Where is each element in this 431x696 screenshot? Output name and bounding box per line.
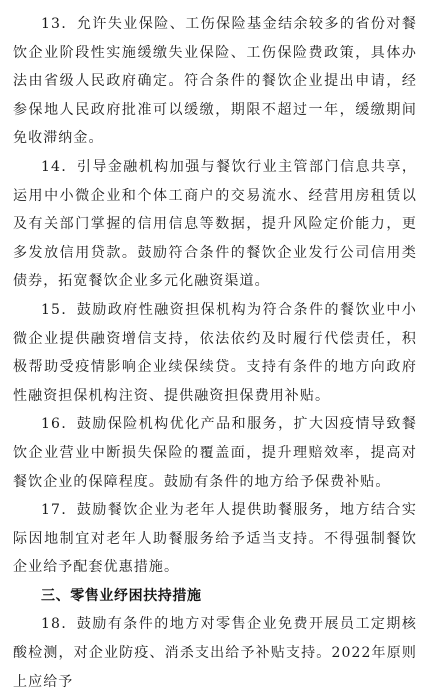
section-heading: 三、零售业纾困扶持措施 [41, 587, 202, 604]
paragraph-18: 18．鼓励有条件的地方对零售企业免费开展员工定期核酸检测，对企业防疫、消杀支出给予补贴支持。2022年原则上应给予 [13, 616, 417, 690]
paragraph-13: 13．允许失业保险、工伤保险基金结余较多的省份对餐饮企业阶段性实施缓缴失业保险、工伤保险费政策，具体办法由省级人民政府确定。符合条件的餐饮企业提出申请，经参保地人民政府批准可以缓缴，期限不超过一年，缓缴期间免收滞纳金。 [13, 16, 417, 147]
paragraph-14: 14．引导金融机构加强与餐饮行业主管部门信息共享，运用中小微企业和个体工商户的交易流水、经营用房租赁以及有关部门掌握的信用信息等数据，提升风险定价能力，更多发放信用贷款。鼓励符合条件的餐饮企业发行公司信用类债券，拓宽餐饮企业多元化融资渠道。 [13, 158, 417, 290]
paragraph-17: 17．鼓励餐饮企业为老年人提供助餐服务，地方结合实际因地制宜对老年人助餐服务给予适当支持。不得强制餐饮企业给予配套优惠措施。 [13, 502, 417, 576]
paragraph-16: 16．鼓励保险机构优化产品和服务，扩大因疫情导致餐饮企业营业中断损失保险的覆盖面，提升理赔效率，提高对餐饮企业的保障程度。鼓励有条件的地方给予保费补贴。 [13, 416, 417, 490]
document-page [13, 10, 417, 696]
paragraph-15: 15．鼓励政府性融资担保机构为符合条件的餐饮业中小微企业提供融资增信支持，依法依约及时履行代偿责任，积极帮助受疫情影响企业续保续贷。支持有条件的地方向政府性融资担保机构注资、提供融资担保费用补贴。 [13, 301, 417, 404]
